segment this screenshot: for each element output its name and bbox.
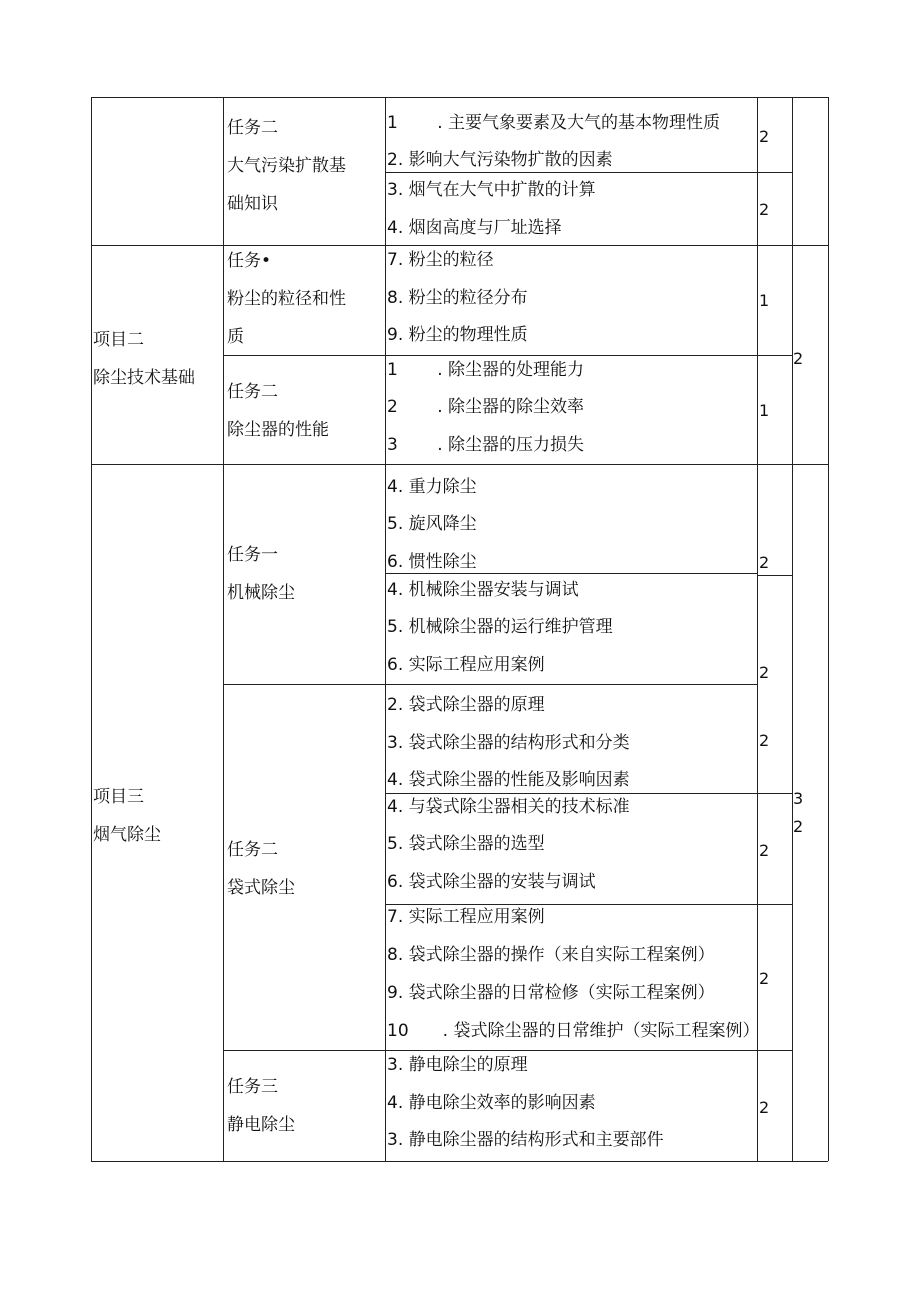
content-group-divider xyxy=(385,573,757,574)
task-title-line: 质 xyxy=(227,327,244,347)
content-item: 5. 旋风降尘 xyxy=(387,514,477,534)
content-item: 4. 机械除尘器安装与调试 xyxy=(387,580,579,600)
content-item: 1 . 除尘器的处理能力 xyxy=(387,360,585,380)
content-item: 4. 烟囱高度与厂址选择 xyxy=(387,218,562,238)
content-group-divider xyxy=(385,904,757,905)
task-title-line: 础知识 xyxy=(227,194,278,214)
project-name-line: 项目二 xyxy=(93,330,144,350)
task-title-line: 任务二 xyxy=(227,382,278,402)
content-item: 5. 机械除尘器的运行维护管理 xyxy=(387,617,613,637)
column-divider-hours xyxy=(757,97,758,1161)
content-item: 2 . 除尘器的除尘效率 xyxy=(387,397,585,417)
content-item: 3. 烟气在大气中扩散的计算 xyxy=(387,180,596,200)
hours-cell-divider xyxy=(757,172,792,173)
task-title-line: 除尘器的性能 xyxy=(227,420,329,440)
content-item: 3. 静电除尘器的结构形式和主要部件 xyxy=(387,1130,664,1150)
task-row-divider xyxy=(223,684,757,685)
task-title-line: 袋式除尘 xyxy=(227,878,295,898)
project-row-divider xyxy=(91,245,828,246)
project-name-line: 除尘技术基础 xyxy=(93,368,195,388)
task-title-line: 任务• xyxy=(227,251,272,271)
group-hours: 2 xyxy=(759,1098,770,1117)
content-item: 8. 袋式除尘器的操作（来自实际工程案例） xyxy=(387,945,715,965)
content-item: 4. 重力除尘 xyxy=(387,477,477,497)
hours-cell-divider xyxy=(757,1050,792,1051)
task-title-line: 任务二 xyxy=(227,118,278,138)
hours-cell-divider xyxy=(757,793,792,794)
column-divider-total xyxy=(792,97,793,1161)
content-item: 4. 静电除尘效率的影响因素 xyxy=(387,1093,596,1113)
project-name-line: 烟气除尘 xyxy=(93,825,161,845)
group-hours: 2 xyxy=(759,553,770,572)
content-item: 7. 粉尘的粒径 xyxy=(387,250,494,270)
content-item: 10 . 袋式除尘器的日常维护（实际工程案例） xyxy=(387,1021,760,1041)
task-row-divider xyxy=(223,355,757,356)
hours-cell-divider xyxy=(757,575,792,576)
content-item: 9. 粉尘的物理性质 xyxy=(387,325,528,345)
hours-cell-divider xyxy=(757,355,792,356)
group-hours: 2 xyxy=(759,841,770,860)
group-hours: 2 xyxy=(759,127,770,146)
content-item: 6. 袋式除尘器的安装与调试 xyxy=(387,872,596,892)
content-item: 4. 袋式除尘器的性能及影响因素 xyxy=(387,770,630,790)
task-row-divider xyxy=(223,1050,757,1051)
task-title-line: 任务一 xyxy=(227,545,278,565)
group-hours: 2 xyxy=(759,663,770,682)
content-item: 4. 与袋式除尘器相关的技术标准 xyxy=(387,797,630,817)
table-border-top xyxy=(91,97,828,98)
content-item: 1 . 主要气象要素及大气的基本物理性质 xyxy=(387,113,721,133)
task-title-line: 粉尘的粒径和性 xyxy=(227,289,346,309)
task-title-line: 任务二 xyxy=(227,840,278,860)
content-item: 2. 袋式除尘器的原理 xyxy=(387,695,545,715)
group-hours: 2 xyxy=(759,969,770,988)
task-title-line: 任务三 xyxy=(227,1077,278,1097)
content-group-divider xyxy=(385,793,757,794)
content-item: 3. 静电除尘的原理 xyxy=(387,1055,528,1075)
column-divider-content xyxy=(385,97,386,1161)
content-item: 9. 袋式除尘器的日常检修（实际工程案例） xyxy=(387,983,715,1003)
content-item: 6. 实际工程应用案例 xyxy=(387,655,545,675)
content-item: 7. 实际工程应用案例 xyxy=(387,907,545,927)
table-border-bottom xyxy=(91,1161,828,1162)
content-item: 5. 袋式除尘器的选型 xyxy=(387,834,545,854)
content-item: 3 . 除尘器的压力损失 xyxy=(387,435,585,455)
table-border-left xyxy=(91,97,92,1161)
hours-cell-divider xyxy=(757,904,792,905)
group-hours: 1 xyxy=(759,401,770,420)
group-hours: 1 xyxy=(759,291,770,310)
task-title-line: 静电除尘 xyxy=(227,1115,295,1135)
column-divider-task xyxy=(223,97,224,1161)
content-item: 6. 惯性除尘 xyxy=(387,552,477,572)
content-item: 8. 粉尘的粒径分布 xyxy=(387,288,528,308)
task-title-line: 机械除尘 xyxy=(227,583,295,603)
task-title-line: 大气污染扩散基 xyxy=(227,156,346,176)
project-name-line: 项目三 xyxy=(93,787,144,807)
project-total-hours: 3 2 xyxy=(793,789,804,836)
content-item: 2. 影响大气污染物扩散的因素 xyxy=(387,150,613,170)
project-total-hours: 2 xyxy=(793,349,804,368)
group-hours: 2 xyxy=(759,200,770,219)
content-group-divider xyxy=(385,172,757,173)
project-row-divider xyxy=(91,464,828,465)
content-item: 3. 袋式除尘器的结构形式和分类 xyxy=(387,733,630,753)
table-border-right xyxy=(828,97,829,1161)
group-hours: 2 xyxy=(759,731,770,750)
